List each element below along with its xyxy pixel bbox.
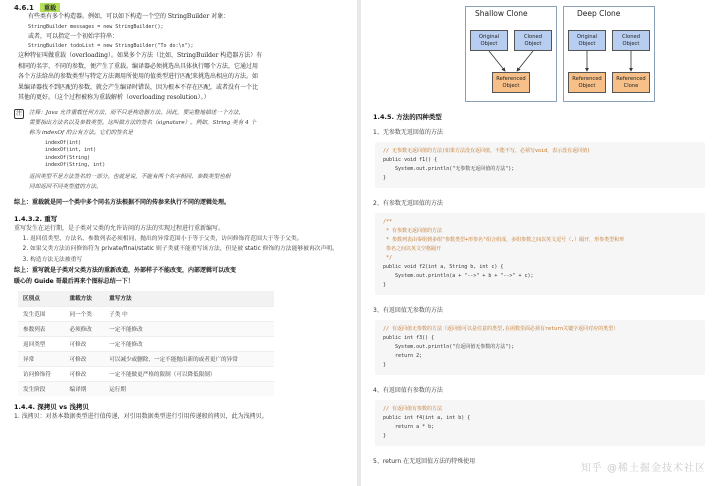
summary-override: 综上：重写就是子类对父类方法的重新改造，外部样子不能改变，内部逻辑可以改变 [14,267,237,274]
table-cell: 运行期 [104,381,274,396]
override-rule-item: 3. 构造方法无法被重写 [30,255,347,266]
code-line: return a * b; [383,424,435,430]
watermark: 知乎 @稀土掘金技术社区 [580,463,706,474]
heading-method-types: 1.4.5. 方法的四种类型 [373,113,442,121]
code-line: */ [383,255,393,261]
code-line: * 有参数无返回值的方法 [383,228,443,234]
shallow-clone-title: Shallow Clone [475,9,528,18]
para-initial-string: 或者，可以指定一个初始字符串： [28,32,119,40]
table-row [18,306,274,321]
code-line: } [383,362,387,368]
deep-referenced-box: Referenced Object [568,72,606,93]
table-header-cell: 重写方法 [104,291,274,306]
table-cell: 可修改 [65,366,105,381]
section-header [14,3,347,12]
table-cell: 返回类型 [18,336,65,351]
text-line: 果编译器找不到匹配的参数，就会产生编译时错误，因为根本不存在匹配，或者没有一个比 [18,83,259,91]
table-row [18,366,274,381]
code-line-1: StringBuilder messages = new StringBuilder(); [28,23,164,30]
table-cell: 访问修饰符 [18,366,65,381]
table-row [18,321,274,336]
table-cell: 发生范围 [18,306,65,321]
code-line: 参名之间以英文空格隔开 [383,246,442,252]
note-line: 称为 indexOf 的公有方法。它们的签名是 [29,129,133,136]
section-number: 4.6.1 [14,3,34,12]
note-text [29,108,256,138]
deep-clone-title: Deep Clone [577,9,621,18]
table-row [18,336,274,351]
para-constructors: 有些类有多个构造器。例如，可以如下构造一个空的 StringBuilder 对象： [28,13,230,20]
table-cell: 发生阶段 [18,381,65,396]
table-header-cell: 区别点 [18,291,65,306]
shallow-copy-item: 1. 浅拷贝：对基本数据类型进行值传递，对引用数据类型进行引用传递般的拷贝，此为浅拷贝。 [14,413,268,420]
right-page [361,0,720,486]
arrow [489,51,505,71]
arrow [517,51,533,71]
code-line: // 有返回值有参数的方法 [383,406,443,412]
text-line: 这种特征叫做重载（overloading）。如果多个方法（比如，StringBuilder 构造器方法）有 [18,52,263,59]
method-type-2: 2、有参数无返回值的方法 [373,200,443,207]
table-cell: 可修改 [65,351,105,366]
signature-item: indexOf(int, int) [45,147,97,153]
left-page [0,0,357,486]
text-line: 各个方法给出的参数类型与特定方法调用所使用的值类型进行匹配来挑选出相应的方法。如 [18,73,259,80]
table-cell: 同一个类 [65,306,105,321]
deep-cloned-box: Cloned Object [612,30,650,51]
table-header-row [18,291,274,306]
code-line: System.out.println("无参数无返回值的方法"); [383,166,515,172]
code-line: // 无参数无返回值的方法(如果方法没有返回值，不能不写，必须写void，表示没有返回值) [383,148,591,154]
code-line-2: StringBuilder todoList = new StringBuilder("To do:\n"); [28,43,194,49]
method-type-3: 3、有返回值无参数的方法 [373,307,443,314]
shallow-referenced-box: Referenced Object [492,72,530,93]
shallow-cloned-box: Cloned Object [514,30,552,51]
summary-table-intro: 暖心的 Guide 哥最后再来个图标总结一下！ [14,278,134,285]
table-cell: 一定不能做更严格的限制（可以降低限制） [104,366,274,381]
table-cell: 可以减少或删除，一定不能抛出新的或者更广的异常 [104,351,274,366]
code-line: System.out.println(a + "-->" + b + "-->" + c); [383,273,534,279]
code-line: } [383,433,387,439]
code-line: * 参数列表由零组到多组"参数类型+形参名"组合组成，多组参数之间以英文逗号（,）隔开，形参类型和形 [383,237,625,243]
deep-original-box: Original Object [568,30,606,51]
table-cell: 一定不能修改 [104,321,274,336]
clone-diagram [465,6,655,102]
note-tail [29,172,256,192]
code-line: public int f4(int a, int b) { [383,415,471,421]
code-line: System.out.println("有返回值无参数的方法"); [383,344,515,350]
note-line: 同却返回不同类型值的方法。 [29,183,102,190]
override-intro: 重写发生在运行期，是子类对父类的允许访问的方法的实现过程进行重新编写。 [14,224,225,232]
code-line: } [383,282,387,288]
code-line: } [383,175,387,181]
signature-list [29,140,256,170]
table-cell: 参数列表 [18,321,65,336]
code-line: public void f2(int a, String b, int c) { [383,264,504,270]
note-line: 返回类型不是方法签名的一部分。也就是说，不能有两个名字相同、参数类型也相 [29,173,231,180]
heading-copy: 1.4.4. 深拷贝 vs 浅拷贝 [14,403,89,411]
table-cell: 一定不能修改 [104,336,274,351]
table-row [18,351,274,366]
method-type-4: 4、有返回值有参数的方法 [373,387,443,394]
text-line: 相同的名字、不同的参数，便产生了重载。编译器必须挑选出具体执行哪个方法，它通过用 [18,62,259,70]
code-block-1 [375,142,705,188]
table-row [18,381,274,396]
note-line: 注释：Java 允许重载任何方法，而不只是构造器方法。因此，要完整地描述一个方法， [29,109,245,116]
method-type-5: 5、return 在无返回值方法的特殊使用 [373,458,476,465]
signature-item: indexOf(int) [45,139,82,146]
code-block-4 [375,400,705,446]
code-line: public int f3() { [383,335,435,341]
override-rule-item: 2. 如果父类方法访问修饰符为 private/final/static 则子类就不能重写该方法，但是被 static 修饰的方法能够被再次声明。 [30,244,347,255]
table-cell: 子类 中 [104,306,274,321]
override-rules-list [14,234,347,266]
code-block-2 [375,213,705,295]
note-block [14,108,347,192]
para-overloading [14,51,347,104]
table-cell: 可修改 [65,336,105,351]
code-line: public void f1() { [383,157,438,163]
code-block-3 [375,320,705,375]
table-header-cell: 重载方法 [65,291,105,306]
table-cell: 异常 [18,351,65,366]
signature-item: indexOf(String) [45,154,91,161]
diagram-arrows [465,6,655,102]
table-cell: 编译期 [65,381,105,396]
heading-override: 1.4.3.2. 重写 [14,214,58,223]
method-type-1: 1、无参数无返回值的方法 [373,129,443,136]
code-line: return 2; [383,353,423,359]
signature-item: indexOf(String, int) [45,162,106,168]
summary-overload: 综上：重载就是同一个类中多个同名方法根据不同的传参来执行不同的逻辑处理。 [14,198,231,206]
section-tag: 重载 [40,3,60,12]
override-rule-item: 1. 返回值类型、方法名、参数列表必须相同，抛出的异常范围小于等于父类，访问修饰符范围大于等于父类。 [30,234,347,245]
code-line: // 有返回值无参数的方法（返回值可以是任意的类型,在函数里面必须有return关键字返回对应的类型） [383,326,619,332]
comparison-table [18,291,274,396]
deep-referenced-clone-box: Referenced Clone [612,72,650,93]
note-icon: 注 [15,109,22,117]
code-line: /** [383,219,393,225]
shallow-original-box: Original Object [470,30,508,51]
text-line: 其他的更好。（这个过程被称为重载解析（overloading resolution）。） [18,94,210,101]
note-line: 需要指出方法名以及参数类型。这叫做方法的签名（signature）。例如，String 类有 4 个 [29,119,257,126]
table-cell: 必须修改 [65,321,105,336]
